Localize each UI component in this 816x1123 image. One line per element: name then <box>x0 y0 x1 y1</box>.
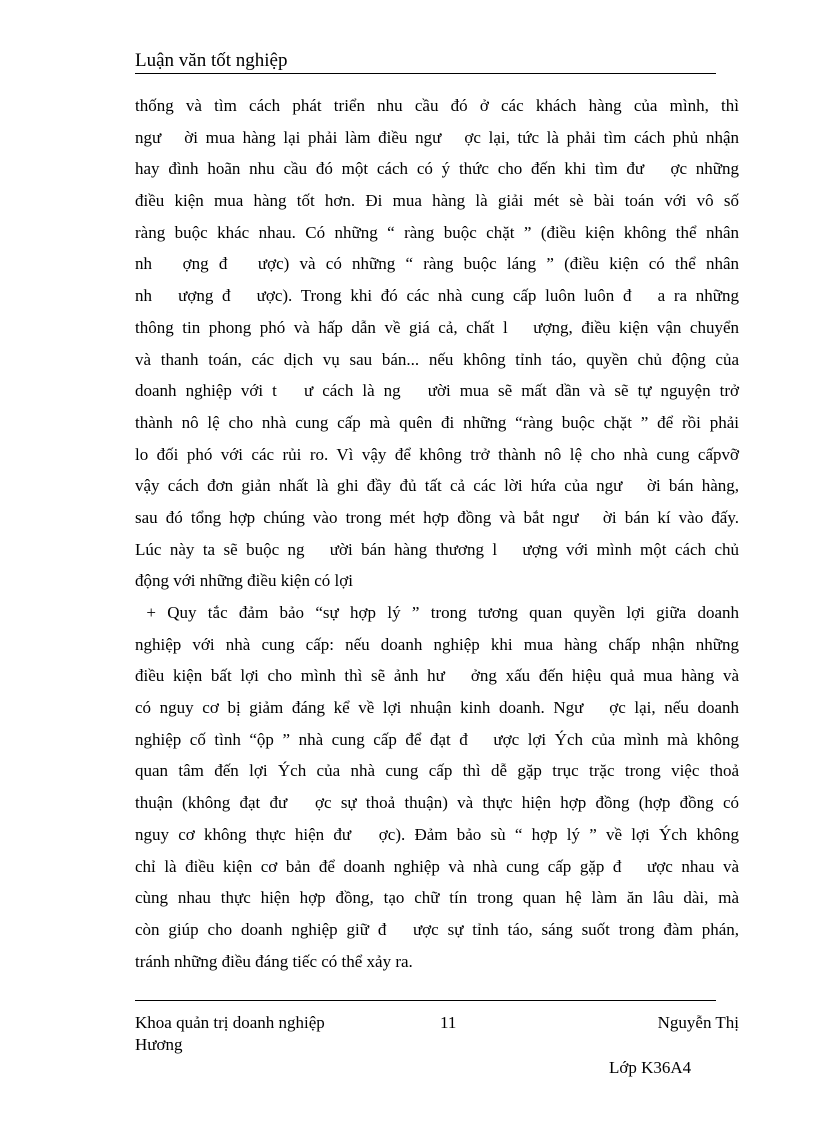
text-line: thống và tìm cách phát triển nhu cầu đó ở các khách hàng của mình, thì <box>135 96 739 115</box>
page-header-title: Luận văn tốt nghiệp <box>135 50 288 71</box>
text-line: doanh nghiệp với t ư cách là ng ười mua sẽ mất dần và sẽ tự nguyện trở <box>135 381 739 401</box>
text-line: tránh những điều đáng tiếc có thể xảy ra. <box>135 951 413 971</box>
text-line: thuận (không đạt đư ợc sự thoả thuận) và thực hiện hợp đồng (hợp đồng có <box>135 793 739 813</box>
body-text <box>135 90 739 977</box>
text-line: động với những điều kiện có lợi <box>135 571 353 591</box>
text-line: có nguy cơ bị giảm đáng kể về lợi nhuận kinh doanh. Ngư ợc lại, nếu doanh <box>135 698 739 718</box>
page-number: 11 <box>440 1013 457 1032</box>
text-line: thông tin phong phó và hấp dẫn về giá cả, chất l ượng, điều kiện vận chuyển <box>135 317 739 337</box>
text-line: chỉ là điều kiện cơ bản để doanh nghiệp và nhà cung cấp gặp đ ược nhau và <box>135 856 739 876</box>
text-line: nguy cơ không thực hiện đư ợc). Đảm bảo sù “ hợp lý ” về lợi Ých không <box>135 824 739 844</box>
text-line: sau đó tổng hợp chúng vào trong mét hợp đồng và bắt ngư ời bán kí vào đấy. <box>135 507 739 527</box>
text-line: và thanh toán, các dịch vụ sau bán... nếu không tỉnh táo, quyền chủ động của <box>135 349 739 369</box>
text-line: hay đình hoãn nhu cầu đó một cách có ý thức cho đến khi tìm đư ợc những <box>135 159 739 179</box>
text-line: còn giúp cho doanh nghiệp giữ đ ược sự tỉnh táo, sáng suốt trong đàm phán, <box>135 919 739 939</box>
text-line: nh ợng đ ược) và có những “ ràng buộc láng ” (điều kiện có thể nhân <box>135 254 739 274</box>
text-line: điều kiện mua hàng tốt hơn. Đi mua hàng là giải mét sè bài toán với vô số <box>135 191 739 211</box>
text-line: nh ượng đ ược). Trong khi đó các nhà cung cấp luôn luôn đ a ra những <box>135 286 739 306</box>
footer-author-last: Hương <box>135 1035 183 1054</box>
text-line: điều kiện bất lợi cho mình thì sẽ ảnh hư ởng xấu đến hiệu quả mua hàng và <box>135 666 739 686</box>
text-line: thành nô lệ cho nhà cung cấp mà quên đi những “ràng buộc chặt ” để rồi phải <box>135 412 739 432</box>
footer-class-label: Lớp K36A4 <box>609 1058 692 1077</box>
footer-faculty: Khoa quản trị doanh nghiệp <box>135 1013 325 1032</box>
text-line: + Quy tắc đảm bảo “sự hợp lý ” trong tương quan quyền lợi giữa doanh <box>135 603 739 622</box>
text-line: nghiệp cố tình “ộp ” nhà cung cấp để đạt đ ược lợi Ých của mình mà không <box>135 729 739 749</box>
header-divider <box>135 73 716 74</box>
text-line: ngư ời mua hàng lại phải làm điều ngư ợc lại, tức là phải tìm cách phủ nhận <box>135 127 739 147</box>
text-line: Lúc này ta sẽ buộc ng ười bán hàng thương l ượng với mình một cách chủ <box>135 539 739 559</box>
text-line: vậy cách đơn giản nhất là ghi đầy đủ tất cả các lời hứa của ngư ời bán hàng, <box>135 476 739 496</box>
text-line: nghiệp với nhà cung cấp: nếu doanh nghiệp khi mua hàng chấp nhận những <box>135 634 739 654</box>
text-line: ràng buộc khác nhau. Có những “ ràng buộc chặt ” (điều kiện không thể nhân <box>135 222 739 242</box>
text-line: quan tâm đến lợi Ých của nhà cung cấp thì dễ gặp trục trặc trong việc thoả <box>135 761 739 781</box>
footer-author-first: Nguyễn Thị <box>657 1013 739 1032</box>
text-line: cùng nhau thực hiện hợp đồng, tạo chữ tín trong quan hệ làm ăn lâu dài, mà <box>135 888 739 908</box>
footer-divider <box>135 1000 716 1001</box>
text-line: lo đối phó với các rủi ro. Vì vậy để không trở thành nô lệ cho nhà cung cấpvỡ <box>135 444 739 464</box>
